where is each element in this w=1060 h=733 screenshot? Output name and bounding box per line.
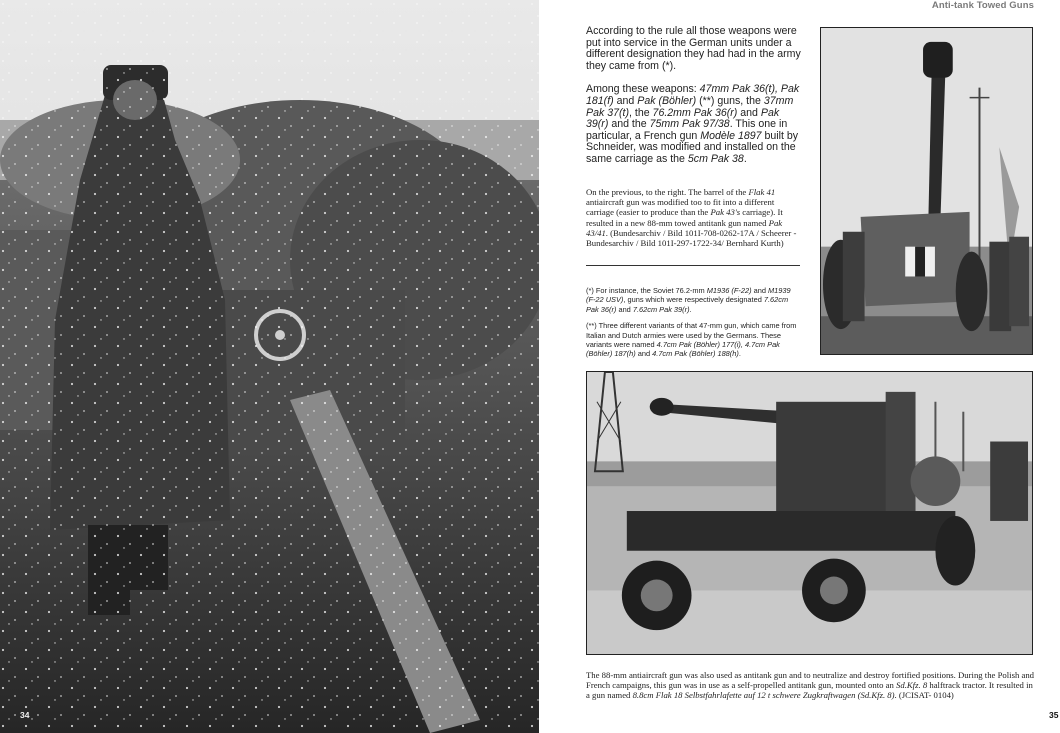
text-run: On the previous, to the right. The barrel of the bbox=[586, 187, 749, 197]
italic-term: Sd.Kfz. 8 bbox=[896, 680, 928, 691]
italic-term: 7.62cm Pak 36(r) bbox=[586, 295, 789, 314]
text-run: (*) For instance, the Soviet 76.2-mm bbox=[586, 286, 707, 295]
text-run: . bbox=[738, 349, 741, 359]
footnote-divider bbox=[586, 265, 800, 266]
text-run: , guns which were respectively designated bbox=[623, 295, 764, 305]
italic-term: M1939 (F-22 USV) bbox=[586, 286, 791, 305]
text-run: and bbox=[635, 349, 653, 359]
italic-term: 75mm Pak 97/38 bbox=[649, 118, 730, 131]
italic-term: 37mm Pak 37(t) bbox=[586, 94, 794, 119]
page-number-left: 34 bbox=[20, 710, 30, 720]
page-number-right: 35 bbox=[1049, 710, 1059, 720]
italic-term: 4.7cm Pak (Böhler) 188(h) bbox=[652, 349, 739, 359]
text-run: and bbox=[737, 106, 761, 119]
text-run: The 88-mm antiaircraft gun was also used as antitank gun and to neutralize and destroy fortified positions. During the Polish and French campaigns, this gun was in use as a self-propelled antitank gun, mounted onto an bbox=[586, 670, 1035, 691]
text-run: and the bbox=[608, 118, 650, 131]
footnote-1 bbox=[586, 286, 802, 314]
text-run: and bbox=[751, 286, 768, 295]
text-run: . bbox=[743, 152, 747, 165]
caption-bottom bbox=[586, 670, 1036, 701]
italic-term: 5cm Pak 38 bbox=[687, 152, 744, 165]
text-run: (**) guns, the bbox=[696, 94, 764, 107]
body-paragraph-1: According to the rule all those weapons were put into service in the German units under a different designation they had had in the army they came from (*). bbox=[586, 25, 801, 72]
text-run: and bbox=[613, 94, 638, 107]
italic-term: 8.8cm Flak 18 Selbstfahrlafette auf 12 t schwere Zugkraftwagen (Sd.Kfz. 8) bbox=[632, 690, 895, 701]
pak-43-41-photo bbox=[820, 27, 1033, 355]
flak-88mm-photo bbox=[586, 371, 1033, 655]
text-run: carriage). It resulted in a new 88-mm towed antitank gun named bbox=[586, 207, 783, 228]
text-run: and bbox=[616, 304, 633, 314]
caption-previous-right bbox=[586, 187, 802, 248]
italic-term: M1936 (F-22) bbox=[706, 286, 752, 295]
italic-term: 76.2mm Pak 36(r) bbox=[652, 106, 738, 119]
body-paragraph-2 bbox=[586, 84, 802, 165]
italic-term: Pak (Böhler) bbox=[637, 94, 697, 107]
text-run: . bbox=[689, 304, 692, 314]
text-run: . This one in particular, a French gun bbox=[586, 118, 788, 142]
text-run: . (JCISAT- 0104) bbox=[894, 690, 954, 701]
running-header: Anti-tank Towed Guns bbox=[931, 0, 1034, 11]
italic-term: Flak 41 bbox=[748, 187, 776, 197]
italic-term: Modèle 1897 bbox=[700, 129, 762, 142]
text-run: Among these weapons: bbox=[586, 83, 700, 96]
text-run: antiaircraft gun was modified too to fit into a different carriage (easier to produce than the bbox=[586, 197, 775, 218]
text-run: , the bbox=[628, 106, 653, 119]
footnote-2 bbox=[586, 321, 802, 359]
body-text bbox=[586, 26, 802, 178]
italic-term: Pak 43's bbox=[710, 207, 741, 218]
italic-term: 47mm Pak 36(t), Pak 181(f) bbox=[586, 83, 800, 107]
italic-term: Pak 43/41 bbox=[586, 217, 783, 238]
text-run: halftrack tractor. It resulted in a gun named bbox=[586, 680, 1033, 701]
italic-term: Pak 39(r) bbox=[586, 106, 780, 131]
text-run: . (Bundesarchiv / Bild 101I-708-0262-17A / Scheerer - Bundesarchiv / Bild 101I-297-1722-34/ Bernhard Kurth) bbox=[586, 227, 797, 249]
footnotes bbox=[586, 286, 802, 366]
italic-term: 4.7cm Pak (Böhler) 177(i), 4.7cm Pak (Böhler) 187(h) bbox=[586, 340, 780, 359]
text-run: built by Schneider, was modified and installed on the same carriage as the bbox=[586, 129, 799, 165]
text-run: (**) Three different variants of that 47-mm gun, which came from Italian and Dutch armies were used by the Germans. These variants were named bbox=[586, 321, 797, 350]
italic-term: 7.62cm Pak 39(r) bbox=[632, 304, 690, 314]
